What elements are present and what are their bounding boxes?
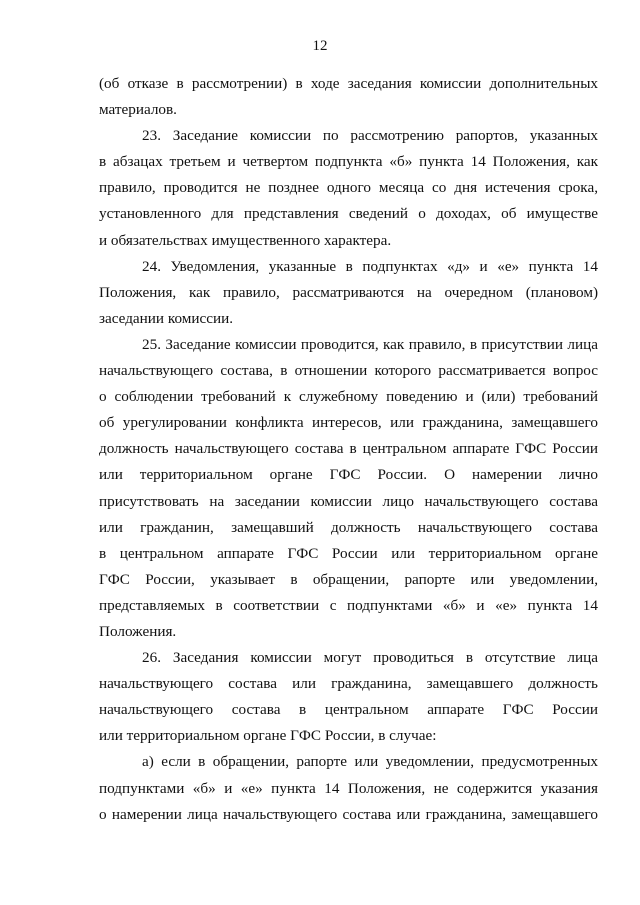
text-line: в абзацах третьем и четвертом подпункта «б» пункта 14 Положения, как [99, 153, 598, 171]
text-line: (об отказе в рассмотрении) в ходе заседания комиссии дополнительных [99, 75, 598, 92]
text-line: или территориальном органе ГФС России. О намерении лично [99, 466, 598, 484]
text-line: Положения, как правило, рассматриваются на очередном (плановом) [99, 283, 598, 301]
page-number: 12 [312, 38, 328, 54]
text-line: о намерении лица начальствующего состава или гражданина, замещавшего [99, 805, 598, 823]
text-line: должность начальствующего состава в центральном аппарате ГФС России [99, 440, 598, 458]
text-line: в центральном аппарате ГФС России или территориальном органе [99, 544, 598, 562]
text-line: об урегулировании конфликта интересов, или гражданина, замещавшего [99, 414, 598, 432]
text-line: или территориальном органе ГФС России, в случае: [99, 727, 437, 745]
paragraph-continuation [99, 71, 598, 123]
text-line: 23. Заседание комиссии по рассмотрению рапортов, указанных [142, 127, 598, 145]
paragraph-23 [99, 123, 598, 253]
text-line: Положения. [99, 622, 177, 640]
text-line: материалов. [99, 101, 177, 119]
paragraph-25 [99, 332, 598, 645]
text-line: или гражданин, замещавший должность начальствующего состава [99, 518, 598, 536]
paragraph-26 [99, 645, 598, 749]
paragraph-26-item-a [99, 749, 598, 827]
paragraph-24 [99, 254, 598, 332]
text-line: начальствующего состава в центральном аппарате ГФС России [99, 701, 598, 719]
text-line: представляемых в соответствии с подпунктами «б» и «е» пункта 14 [99, 596, 598, 614]
text-line: о соблюдении требований к служебному поведению и (или) требований [99, 388, 598, 406]
text-line: а) если в обращении, рапорте или уведомлении, предусмотренных [142, 753, 598, 771]
text-line: и обязательствах имущественного характера. [99, 231, 392, 249]
text-line: правило, проводится не позднее одного месяца со дня истечения срока, [99, 179, 598, 197]
text-line: присутствовать на заседании комиссии лицо начальствующего состава [99, 492, 598, 510]
text-line: 25. Заседание комиссии проводится, как правило, в присутствии лица [142, 335, 598, 353]
text-line: ГФС России, указывает в обращении, рапорте или уведомлении, [99, 570, 598, 588]
document-body [99, 71, 598, 828]
text-line: начальствующего состава или гражданина, замещавшего должность [99, 675, 598, 693]
text-line: установленного для представления сведений о доходах, об имуществе [99, 205, 598, 223]
text-line: 24. Уведомления, указанные в подпунктах «д» и «е» пункта 14 [142, 257, 598, 275]
text-line: заседании комиссии. [99, 309, 234, 327]
text-line: подпунктами «б» и «е» пункта 14 Положения, не содержится указания [99, 779, 598, 797]
text-line: 26. Заседания комиссии могут проводиться в отсутствие лица [142, 649, 598, 667]
text-line: начальствующего состава, в отношении которого рассматривается вопрос [99, 362, 598, 380]
